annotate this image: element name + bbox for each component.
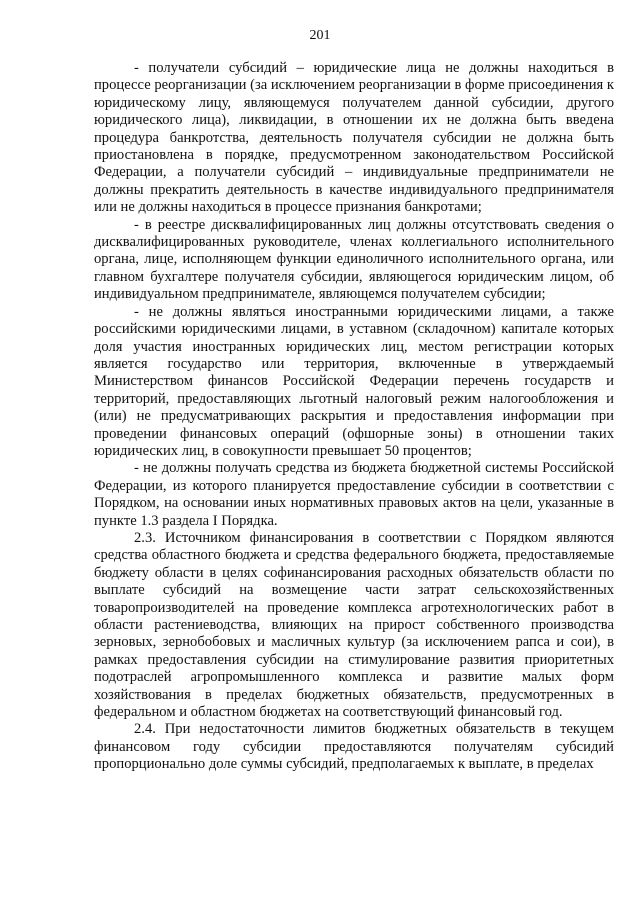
document-body [94, 60, 614, 774]
paragraph-disqualified-persons: - в реестре дисквалифицированных лиц должны отсутствовать сведения о дисквалифицированных руководителе, членах коллегиального исполнительного органа, лице, исполняющем функции единоличного исполнительного органа, или главном бухгалтере получателя субсидии, являющегося юридическим лицом, об индивидуальном предпринимателе, являющемся получателем субсидии; [94, 216, 614, 303]
paragraph-bankruptcy-condition: - получатели субсидий – юридические лица не должны находиться в процессе реорганизации (за исключением реорганизации в форме присоединения к юридическому лицу, являющемуся получателем данной субсидии, другого юридического лица), ликвидации, в отношении их не должна быть введена процедура банкротства, деятельность получателя субсидии не должна быть приостановлена в порядке, предусмотренном законодательством Российской Федерации, а получатели субсидий – индивидуальные предприниматели не должны прекратить деятельность в качестве индивидуального предпринимателя или не должны находиться в процессе признания банкротами; [94, 60, 614, 216]
paragraph-other-budget-funds: - не должны получать средства из бюджета бюджетной системы Российской Федерации, из которого планируется предоставление субсидии в соответствии с Порядком, на основании иных нормативных правовых актов на цели, указанные в пункте 1.3 раздела I Порядка. [94, 460, 614, 529]
page-number: 201 [309, 28, 331, 43]
paragraph-2-4-insufficient-limits: 2.4. При недостаточности лимитов бюджетных обязательств в текущем финансовом году субсидии предоставляются получателям субсидий пропорционально доле суммы субсидий, предполагаемых к выплате, в пределах [94, 721, 614, 773]
paragraph-foreign-entities: - не должны являться иностранными юридическими лицами, а также российскими юридическими лицами, в уставном (складочном) капитале которых доля участия иностранных юридических лиц, местом регистрации которых является государство или территория, включенные в утверждаемый Министерством финансов Российской Федерации перечень государств и территорий, предоставляющих льготный налоговый режим налогообложения и (или) не предусматривающих раскрытия и предоставления информации при проведении финансовых операций (офшорные зоны) в отношении таких юридических лиц, в совокупности превышает 50 процентов; [94, 303, 614, 459]
paragraph-2-3-funding-source: 2.3. Источником финансирования в соответствии с Порядком являются средства областного бюджета и средства федерального бюджета, предоставляемые бюджету области в целях софинансирования расходных обязательств области по выплате субсидий на возмещение части затрат сельскохозяйственных товаропроизводителей на проведение комплекса агротехнологических работ в области растениеводства, влияющих на прирост собственного производства зерновых, зернобобовых и масличных культур (за исключением рапса и сои), в рамках предоставления субсидии на стимулирование развития приоритетных подотраслей агропромышленного комплекса и развитие малых форм хозяйствования в пределах бюджетных обязательств, предусмотренных в федеральном и областном бюджетах на соответствующий финансовый год. [94, 529, 614, 721]
